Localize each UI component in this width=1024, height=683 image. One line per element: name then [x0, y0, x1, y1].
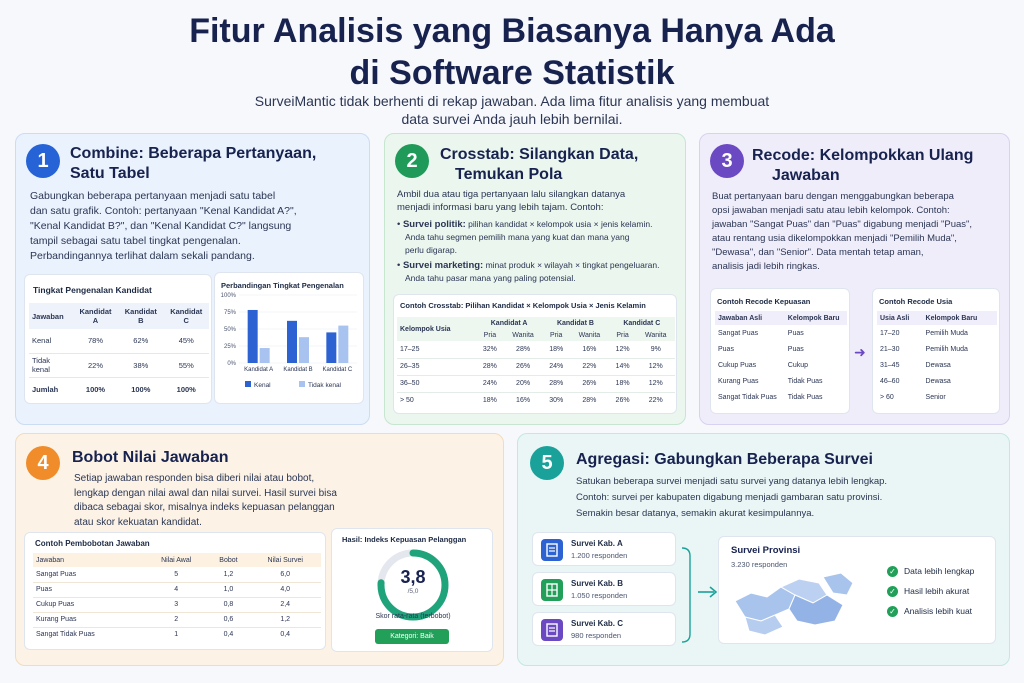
table-cell: 21–30 — [880, 345, 900, 353]
card3-text-line: "Dewasa", dan "Senior". Data mentah tetap aman, — [712, 247, 924, 258]
bullet-text: minat produk × wilayah × tingkat pengeluaran. — [483, 260, 660, 270]
card5-text-line: Contoh: survei per kabupaten digabung menjadi gambaran satu provinsi. — [576, 492, 883, 503]
table-cell: 4,0 — [280, 586, 291, 593]
card3-text-line: Buat pertanyaan baru dengan menggabungkan beberapa — [712, 191, 954, 202]
card-title-aggregation: Agregasi: Gabungkan Beberapa Survei — [576, 451, 873, 468]
province-count: 3.230 responden — [731, 560, 788, 569]
table-cell: 6,0 — [280, 570, 291, 578]
crosstab-subheader: Pria — [483, 331, 497, 339]
table-cell: 17–20 — [880, 329, 900, 337]
table-cell: Puas — [787, 345, 804, 353]
survey-name: Survei Kab. A — [571, 539, 623, 548]
bullet-text: Anda tahu pasar mana yang paling potensial. — [405, 273, 576, 283]
table-row — [397, 392, 675, 409]
table-cell: 2,4 — [280, 601, 291, 608]
survey-item-a[interactable] — [532, 532, 676, 566]
table-header: Nilai Survei — [267, 556, 303, 564]
table-cell: 22% — [88, 360, 104, 370]
card1-text-line: "Kenal Kandidat B?", dan "Kenal Kandidat C?" langsung — [30, 220, 292, 232]
survey-count: 980 responden — [571, 631, 622, 640]
crosstab-subheader: Pria — [550, 331, 563, 339]
table-cell: 100% — [85, 384, 106, 394]
province-title: Survei Provinsi — [731, 545, 801, 556]
table-cell: 32% — [482, 345, 497, 353]
table-cell: Senior — [925, 393, 946, 401]
card3-description — [712, 190, 1007, 274]
card4-text-line: atau skor kekuatan kandidat. — [74, 516, 202, 528]
table-header: Bobot — [219, 556, 238, 564]
x-tick-label: Kandidat B — [283, 367, 313, 373]
table-row — [33, 582, 321, 597]
table-cell: 16% — [516, 397, 531, 405]
table-cell: 1,2 — [223, 570, 234, 578]
card-number-1: 1 — [26, 144, 60, 178]
table-header: Jawaban — [36, 556, 65, 564]
table-header: Kelompok Baru — [787, 314, 840, 322]
chart-title: Perbandingan Tingkat Pengenalan — [221, 281, 344, 290]
crosstab-title: Contoh Crosstab: Pilihan Kandidat × Kelompok Usia × Jenis Kelamin — [400, 301, 646, 310]
survey-item-b[interactable] — [532, 572, 676, 606]
gauge-title: Hasil: Indeks Kepuasan Pelanggan — [342, 535, 467, 544]
bullet-label: Survei politik: — [402, 219, 466, 230]
survey-name: Survei Kab. B — [571, 579, 624, 588]
check-icon: ✓ — [887, 606, 898, 617]
check-icon: ✓ — [887, 566, 898, 577]
table-cell: 12% — [648, 380, 663, 387]
table-cell: Sangat Puas — [718, 329, 759, 337]
table-cell: 5 — [174, 570, 179, 578]
table-cell: 12% — [648, 363, 663, 370]
legend-label: Tidak kenal — [308, 382, 341, 389]
y-tick-label: 0% — [227, 361, 236, 367]
x-tick-label: Kandidat A — [244, 367, 274, 373]
table-cell: 45% — [178, 336, 194, 346]
table-cell: 4 — [174, 586, 179, 593]
table-row — [715, 357, 847, 373]
crosstab-table — [397, 317, 675, 409]
y-tick-label: 50% — [223, 327, 236, 333]
table-cell: 18% — [549, 345, 564, 353]
table-header: Usia Asli — [880, 314, 910, 322]
table-cell: 18% — [615, 380, 630, 387]
table-cell: Cukup Puas — [718, 361, 757, 369]
table-cell: Tidak Puas — [787, 393, 823, 401]
table-row — [877, 389, 997, 405]
table-cell: 14% — [615, 363, 630, 370]
card2-description — [397, 188, 682, 285]
table-cell: Sangat Tidak Puas — [718, 393, 777, 401]
table-row — [397, 358, 675, 375]
table-cell: Tidak kenal — [32, 356, 51, 374]
table-cell: 28% — [549, 380, 564, 387]
card3-title-line-1: Recode: Kelompokkan Ulang — [752, 147, 974, 164]
weighting-table — [33, 553, 321, 642]
table-row — [715, 325, 847, 341]
crosstab-subheader: Wanita — [578, 331, 601, 339]
bar — [299, 337, 309, 363]
card4-text-line: lengkap dengan nilai awal dan nilai survei. Hasil survei bisa — [74, 487, 337, 499]
gauge-max: /5,0 — [407, 588, 419, 595]
table-row — [397, 375, 675, 392]
page-title-line-1: Fitur Analisis yang Biasanya Hanya Ada — [189, 12, 835, 50]
document-icon — [541, 619, 563, 641]
table-cell: 31–45 — [880, 361, 900, 369]
table-cell: 1 — [174, 631, 179, 639]
card1-title-line-2: Satu Tabel — [70, 165, 150, 182]
y-tick-label: 100% — [220, 293, 236, 299]
card-title-weighting: Bobot Nilai Jawaban — [72, 449, 229, 466]
table-cell: 16% — [582, 345, 597, 353]
table-cell: Puas — [718, 345, 734, 353]
table-row — [877, 325, 997, 341]
table-cell: 0,6 — [223, 616, 234, 623]
benefit-label: Data lebih lengkap — [904, 566, 975, 576]
card-number-2: 2 — [395, 144, 429, 178]
table-row — [33, 627, 321, 642]
category-badge: Kategori: Baik — [375, 629, 449, 644]
bar — [248, 310, 258, 363]
table-cell: 26% — [615, 397, 630, 405]
table-cell: Dewasa — [925, 377, 951, 385]
table-cell: 28% — [516, 345, 531, 353]
table-cell: 3 — [174, 601, 179, 608]
card-number-4: 4 — [26, 446, 60, 480]
table-row — [33, 597, 321, 612]
table-row — [29, 353, 209, 377]
table-cell: 18% — [482, 397, 497, 405]
bullet-text: perlu digarap. — [405, 245, 457, 255]
bar — [326, 332, 336, 363]
table-row — [29, 377, 209, 401]
table-cell: 26% — [582, 380, 597, 387]
card3-text-line: opsi jawaban menjadi satu atau lebih kelompok. Contoh: — [712, 205, 950, 216]
y-tick-label: 25% — [223, 344, 236, 350]
table-header: Kandidat C — [170, 307, 203, 325]
crosstab-group-header: Kandidat A — [490, 319, 528, 327]
page-title-line-2: di Software Statistik — [349, 54, 675, 92]
card-title-combine — [70, 144, 316, 184]
table-header: Jawaban Asli — [718, 314, 763, 322]
table-cell: 28% — [482, 363, 497, 370]
spreadsheet-icon — [541, 579, 563, 601]
survey-name: Survei Kab. C — [571, 619, 624, 628]
table-row — [397, 341, 675, 358]
crosstab-row-header: Kelompok Usia — [400, 325, 451, 333]
card-title-recode — [752, 146, 973, 186]
x-tick-label: Kandidat C — [322, 367, 353, 373]
table-cell: 55% — [178, 360, 194, 370]
bar-chart — [215, 291, 363, 403]
recognition-chart-panel — [214, 272, 364, 404]
satisfaction-index-panel — [331, 528, 493, 652]
card-title-crosstab — [440, 145, 638, 185]
table-cell: 78% — [88, 336, 104, 346]
benefit-label: Hasil lebih akurat — [904, 586, 970, 596]
crosstab-group-header: Kandidat C — [623, 319, 661, 327]
table-cell: 1,0 — [223, 586, 234, 593]
card5-description — [576, 474, 996, 522]
table-cell: Cukup — [787, 361, 809, 369]
bullet-marketing: • Survei marketing: minat produk × wilayah × tingkat pengeluaran. — [397, 260, 660, 271]
table-row — [877, 357, 997, 373]
card-combine — [15, 133, 370, 425]
card2-text-line: menjadi informasi baru yang lebih tajam. Contoh: — [397, 202, 604, 213]
legend-label: Kenal — [254, 382, 271, 389]
card1-description — [30, 189, 360, 264]
table-row — [33, 612, 321, 627]
crosstab-panel — [393, 294, 677, 414]
legend-swatch — [245, 381, 251, 387]
card-recode — [699, 133, 1010, 425]
bullet-text: pilihan kandidat × kelompok usia × jenis kelamin. — [465, 219, 653, 229]
province-panel — [718, 536, 996, 644]
table-header: Kandidat A — [79, 307, 112, 325]
table-cell: 1,2 — [280, 616, 291, 623]
table-cell: 36–50 — [400, 380, 420, 387]
card1-text-line: dan satu grafik. Contoh: pertanyaan "Kenal Kandidat A?", — [30, 205, 297, 217]
table-cell: Cukup Puas — [36, 601, 75, 608]
table-cell: 46–60 — [880, 377, 900, 385]
table-row — [877, 341, 997, 357]
table-cell: 26% — [516, 363, 531, 370]
province-map-icon — [723, 565, 863, 643]
card4-text-line: dibaca sebagai skor, misalnya indeks kepuasan pelanggan — [74, 502, 335, 513]
card1-text-line: tampil sebagai satu tabel tingkat pengenalan. — [30, 235, 241, 247]
card-number-5: 5 — [530, 446, 564, 480]
card1-text-line: Perbandingannya terlihat dalam sekali pandang. — [30, 250, 255, 262]
table-header: Nilai Awal — [161, 556, 192, 564]
table-row — [715, 373, 847, 389]
bar — [260, 348, 270, 363]
recode-satisfaction-title: Contoh Recode Kepuasan — [717, 297, 811, 306]
table-cell: 24% — [549, 363, 564, 370]
legend-swatch — [299, 381, 305, 387]
table-cell: 0,8 — [223, 601, 234, 608]
weighting-table-title: Contoh Pembobotan Jawaban — [35, 539, 150, 548]
table-cell: 0,4 — [223, 631, 234, 639]
subtitle-line-2: data survei Anda jauh lebih bernilai. — [401, 111, 623, 127]
card1-title-line-1: Combine: Beberapa Pertanyaan, — [70, 145, 317, 162]
card1-text-line: Gabungkan beberapa pertanyaan menjadi satu tabel — [30, 190, 276, 202]
table-header: Kelompok Baru — [925, 314, 978, 322]
check-icon: ✓ — [887, 586, 898, 597]
table-cell: 17–25 — [400, 345, 420, 353]
recode-age-title: Contoh Recode Usia — [879, 297, 953, 306]
card5-text-line: Satukan beberapa survei menjadi satu survei yang datanya lebih lengkap. — [576, 476, 888, 487]
table-row — [715, 389, 847, 405]
card2-text-line: Ambil dua atau tiga pertanyaan lalu silangkan datanya — [397, 189, 626, 200]
bullet-text: Anda tahu segmen pemilih mana yang kuat dan mana yang — [405, 232, 630, 242]
table-cell: 20% — [516, 380, 531, 387]
card-weighting — [15, 433, 504, 666]
document-icon — [541, 539, 563, 561]
bar — [287, 321, 297, 363]
subtitle-line-1: SurveiMantic tidak berhenti di rekap jawaban. Ada lima fitur analisis yang membuat — [254, 93, 770, 109]
table-cell: > 60 — [880, 393, 894, 401]
table-header: Jawaban — [32, 311, 64, 321]
table-cell: 0,4 — [280, 631, 291, 639]
bar — [338, 326, 348, 363]
table-cell: 22% — [648, 397, 663, 405]
card2-title-line-1: Crosstab: Silangkan Data, — [440, 146, 639, 163]
table-cell: 24% — [482, 380, 497, 387]
table-cell: 26–35 — [400, 363, 420, 370]
table-cell: 2 — [174, 616, 179, 623]
benefit-item — [887, 581, 974, 601]
table-cell: 100% — [176, 384, 196, 394]
gauge-caption: Skor rata-rata (terbobot) — [375, 613, 451, 620]
table-cell: 30% — [549, 397, 564, 405]
table-cell: Kurang Puas — [718, 377, 759, 385]
card5-text-line: Semakin besar datanya, semakin akurat kesimpulannya. — [576, 508, 815, 519]
recode-age-table — [877, 311, 997, 405]
table-row — [33, 567, 321, 582]
page-subtitle — [200, 92, 824, 128]
card3-text-line: jawaban "Sangat Puas" dan "Puas" digabung menjadi "Puas", — [712, 219, 973, 230]
table-header: Kandidat B — [124, 307, 157, 325]
merge-bracket — [678, 530, 722, 654]
survey-item-c[interactable] — [532, 612, 676, 646]
crosstab-subheader: Wanita — [512, 331, 534, 339]
recode-satisfaction-panel — [710, 288, 850, 414]
recognition-table-panel — [24, 274, 212, 404]
table-cell: 28% — [582, 397, 597, 405]
table-cell: Kenal — [32, 336, 52, 346]
card-crosstab — [384, 133, 686, 425]
table-cell: Pemilih Muda — [925, 345, 968, 353]
crosstab-subheader: Pria — [616, 331, 629, 339]
benefit-item — [887, 561, 974, 581]
card3-title-line-2: Jawaban — [772, 167, 840, 184]
benefit-label: Analisis lebih kuat — [904, 606, 973, 616]
table-row — [715, 341, 847, 357]
recognition-table-title: Tingkat Pengenalan Kandidat — [33, 285, 152, 295]
crosstab-subheader: Wanita — [644, 331, 667, 339]
table-cell: 38% — [133, 360, 149, 370]
weighting-table-panel — [24, 532, 326, 650]
table-cell: Kurang Puas — [36, 616, 77, 623]
arrow-right-icon: ➜ — [854, 344, 866, 360]
benefits-list — [887, 561, 974, 621]
table-row — [877, 373, 997, 389]
card4-description — [74, 472, 474, 530]
table-cell: 22% — [582, 363, 597, 370]
table-cell: Pemilih Muda — [925, 329, 968, 337]
crosstab-group-header: Kandidat B — [556, 319, 594, 327]
card4-text-line: Setiap jawaban responden bisa diberi nilai atau bobot, — [74, 473, 315, 484]
recode-age-panel — [872, 288, 1000, 414]
card3-text-line: atau rentang usia dikelompokkan menjadi "Pemilih Muda", — [712, 233, 957, 244]
recognition-table — [29, 303, 209, 401]
card3-text-line: analisis jadi lebih ringkas. — [712, 261, 820, 272]
page-title — [0, 10, 1024, 94]
table-cell: 9% — [650, 345, 661, 353]
benefit-item — [887, 601, 974, 621]
table-cell: Puas — [787, 329, 804, 337]
table-cell: Dewasa — [925, 361, 951, 369]
survey-count: 1.050 responden — [571, 591, 628, 600]
table-cell: Sangat Tidak Puas — [36, 631, 95, 639]
table-cell: 100% — [131, 384, 151, 394]
survey-count: 1.200 responden — [571, 551, 628, 560]
table-cell: Sangat Puas — [36, 570, 77, 578]
card-aggregation — [517, 433, 1010, 666]
bullet-politik: • Survei politik: pilihan kandidat × kelompok usia × jenis kelamin. — [397, 219, 653, 230]
gauge-value: 3,8 — [400, 567, 426, 587]
table-cell: > 50 — [400, 397, 414, 405]
table-row — [29, 329, 209, 353]
bullet-label: Survei marketing: — [402, 260, 484, 271]
card2-title-line-2: Temukan Pola — [455, 166, 563, 183]
table-cell: Jumlah — [32, 384, 59, 394]
recode-satisfaction-table — [715, 311, 847, 405]
table-cell: Puas — [36, 586, 52, 593]
y-tick-label: 75% — [223, 310, 236, 316]
table-cell: Tidak Puas — [787, 377, 823, 385]
table-cell: 62% — [133, 336, 149, 346]
card-number-3: 3 — [710, 144, 744, 178]
table-cell: 12% — [615, 345, 630, 353]
